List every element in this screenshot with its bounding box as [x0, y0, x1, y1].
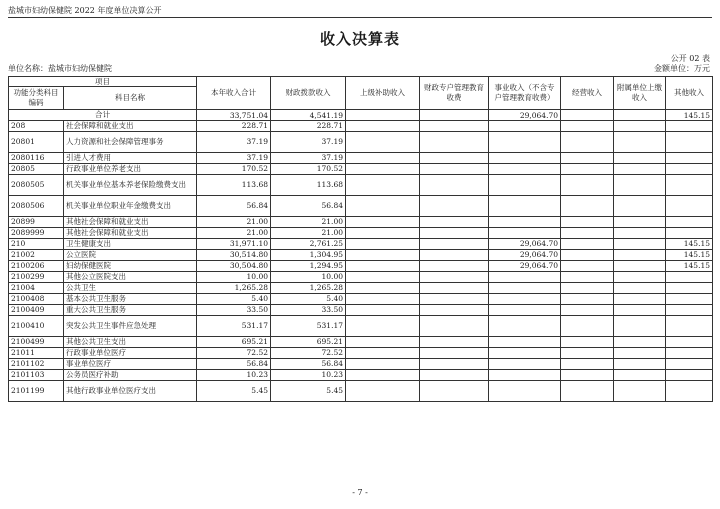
cell-other — [666, 164, 713, 175]
cell-affiliated — [614, 250, 666, 261]
table-row — [9, 196, 713, 217]
cell-superior — [346, 121, 420, 132]
cell-operating — [561, 283, 614, 294]
cell-superior — [346, 175, 420, 196]
cell-operating — [561, 348, 614, 359]
cell-other — [666, 175, 713, 196]
cell-total: 21.00 — [197, 228, 271, 239]
cell-other: 145.15 — [666, 239, 713, 250]
cell-operating — [561, 250, 614, 261]
cell-superior — [346, 261, 420, 272]
cell-special — [420, 348, 489, 359]
cell-operating — [561, 316, 614, 337]
cell-other — [666, 294, 713, 305]
total-cell-affiliated — [614, 110, 666, 121]
cell-affiliated — [614, 164, 666, 175]
header-special: 财政专户管理教育收费 — [420, 77, 489, 110]
cell-superior — [346, 348, 420, 359]
cell-superior — [346, 228, 420, 239]
cell-operating — [561, 228, 614, 239]
cell-business — [489, 217, 561, 228]
header-business: 事业收入（不含专户管理教育收费） — [489, 77, 561, 110]
cell-total: 21.00 — [197, 217, 271, 228]
cell-affiliated — [614, 370, 666, 381]
table-row — [9, 153, 713, 164]
cell-special — [420, 316, 489, 337]
cell-total: 37.19 — [197, 132, 271, 153]
table-row — [9, 272, 713, 283]
cell-affiliated — [614, 228, 666, 239]
cell-total: 56.84 — [197, 359, 271, 370]
cell-special — [420, 132, 489, 153]
cell-affiliated — [614, 359, 666, 370]
cell-total: 33.50 — [197, 305, 271, 316]
cell-other — [666, 132, 713, 153]
table-row — [9, 294, 713, 305]
header-fiscal: 财政拨款收入 — [271, 77, 346, 110]
row-name: 妇幼保健医院 — [64, 261, 197, 272]
cell-business — [489, 153, 561, 164]
cell-operating — [561, 217, 614, 228]
header-name: 科目名称 — [64, 87, 197, 110]
cell-business — [489, 272, 561, 283]
cell-total: 72.52 — [197, 348, 271, 359]
page-title: 收入决算表 — [319, 30, 400, 48]
row-name: 其他社会保障和就业支出 — [64, 217, 197, 228]
cell-special — [420, 381, 489, 402]
cell-other — [666, 283, 713, 294]
row-code: 20899 — [9, 217, 64, 228]
row-name: 机关事业单位基本养老保险缴费支出 — [64, 175, 197, 196]
cell-fiscal: 10.00 — [271, 272, 346, 283]
row-code: 208 — [9, 121, 64, 132]
cell-special — [420, 153, 489, 164]
cell-total: 5.40 — [197, 294, 271, 305]
table-row — [9, 132, 713, 153]
cell-fiscal: 1,304.95 — [271, 250, 346, 261]
cell-operating — [561, 261, 614, 272]
cell-operating — [561, 305, 614, 316]
row-code: 2100409 — [9, 305, 64, 316]
total-label: 合计 — [9, 110, 197, 121]
cell-fiscal: 21.00 — [271, 228, 346, 239]
row-code: 2100408 — [9, 294, 64, 305]
row-name: 引进人才费用 — [64, 153, 197, 164]
cell-superior — [346, 316, 420, 337]
cell-business: 29,064.70 — [489, 239, 561, 250]
cell-operating — [561, 381, 614, 402]
row-code: 21004 — [9, 283, 64, 294]
cell-other — [666, 217, 713, 228]
total-cell-operating — [561, 110, 614, 121]
table-row — [9, 359, 713, 370]
row-name: 突发公共卫生事件应急处理 — [64, 316, 197, 337]
cell-affiliated — [614, 348, 666, 359]
cell-affiliated — [614, 316, 666, 337]
cell-operating — [561, 294, 614, 305]
row-name: 社会保障和就业支出 — [64, 121, 197, 132]
cell-affiliated — [614, 153, 666, 164]
row-name: 其他公共卫生支出 — [64, 337, 197, 348]
cell-total: 1,265.28 — [197, 283, 271, 294]
cell-fiscal: 113.68 — [271, 175, 346, 196]
cell-total: 30,514.80 — [197, 250, 271, 261]
cell-superior — [346, 370, 420, 381]
cell-other — [666, 359, 713, 370]
row-code: 2100410 — [9, 316, 64, 337]
cell-superior — [346, 164, 420, 175]
table-row — [9, 228, 713, 239]
row-name: 卫生健康支出 — [64, 239, 197, 250]
cell-operating — [561, 164, 614, 175]
row-name: 人力资源和社会保障管理事务 — [64, 132, 197, 153]
cell-affiliated — [614, 175, 666, 196]
row-name: 其他社会保障和就业支出 — [64, 228, 197, 239]
table-row — [9, 370, 713, 381]
row-name: 其他公立医院支出 — [64, 272, 197, 283]
table-row — [9, 164, 713, 175]
cell-superior — [346, 217, 420, 228]
row-name: 机关事业单位职业年金缴费支出 — [64, 196, 197, 217]
row-code: 21002 — [9, 250, 64, 261]
cell-business — [489, 283, 561, 294]
cell-operating — [561, 132, 614, 153]
cell-other — [666, 272, 713, 283]
cell-affiliated — [614, 132, 666, 153]
row-code: 2101199 — [9, 381, 64, 402]
table-row — [9, 283, 713, 294]
table-row — [9, 261, 713, 272]
cell-operating — [561, 175, 614, 196]
cell-other — [666, 348, 713, 359]
cell-other — [666, 316, 713, 337]
cell-fiscal: 10.23 — [271, 370, 346, 381]
cell-fiscal: 21.00 — [271, 217, 346, 228]
cell-special — [420, 272, 489, 283]
cell-total: 31,971.10 — [197, 239, 271, 250]
cell-other — [666, 121, 713, 132]
cell-special — [420, 217, 489, 228]
cell-superior — [346, 132, 420, 153]
total-cell-total: 33,751.04 — [197, 110, 271, 121]
cell-business — [489, 196, 561, 217]
cell-fiscal: 72.52 — [271, 348, 346, 359]
cell-business: 29,064.70 — [489, 250, 561, 261]
cell-total: 531.17 — [197, 316, 271, 337]
cell-superior — [346, 153, 420, 164]
cell-other — [666, 153, 713, 164]
cell-business — [489, 359, 561, 370]
table-row — [9, 337, 713, 348]
cell-operating — [561, 337, 614, 348]
income-table — [8, 76, 713, 402]
table-row — [9, 316, 713, 337]
row-code: 20801 — [9, 132, 64, 153]
cell-business: 29,064.70 — [489, 261, 561, 272]
cell-business — [489, 228, 561, 239]
row-code: 20805 — [9, 164, 64, 175]
row-code: 2080116 — [9, 153, 64, 164]
header-total: 本年收入合计 — [197, 77, 271, 110]
cell-superior — [346, 337, 420, 348]
cell-operating — [561, 121, 614, 132]
cell-business — [489, 348, 561, 359]
unit-name: 单位名称：盐城市妇幼保健院 — [8, 64, 112, 73]
cell-superior — [346, 359, 420, 370]
cell-business — [489, 132, 561, 153]
page-number: - 7 - — [352, 488, 368, 497]
cell-total: 30,504.80 — [197, 261, 271, 272]
header-operating: 经营收入 — [561, 77, 614, 110]
cell-superior — [346, 381, 420, 402]
cell-fiscal: 1,294.95 — [271, 261, 346, 272]
table-row — [9, 381, 713, 402]
cell-superior — [346, 272, 420, 283]
table-row — [9, 348, 713, 359]
cell-special — [420, 239, 489, 250]
cell-business — [489, 370, 561, 381]
total-cell-special — [420, 110, 489, 121]
total-cell-fiscal: 4,541.19 — [271, 110, 346, 121]
cell-affiliated — [614, 196, 666, 217]
header-affiliated: 附属单位上缴收入 — [614, 77, 666, 110]
cell-operating — [561, 239, 614, 250]
cell-other: 145.15 — [666, 261, 713, 272]
cell-affiliated — [614, 337, 666, 348]
table-row — [9, 217, 713, 228]
cell-special — [420, 359, 489, 370]
cell-business — [489, 337, 561, 348]
row-name: 事业单位医疗 — [64, 359, 197, 370]
cell-special — [420, 250, 489, 261]
cell-special — [420, 370, 489, 381]
cell-special — [420, 228, 489, 239]
cell-affiliated — [614, 294, 666, 305]
cell-other — [666, 305, 713, 316]
row-name: 重大公共卫生服务 — [64, 305, 197, 316]
cell-fiscal: 5.40 — [271, 294, 346, 305]
cell-total: 5.45 — [197, 381, 271, 402]
cell-special — [420, 294, 489, 305]
amount-unit: 金额单位：万元 — [654, 64, 710, 73]
cell-superior — [346, 250, 420, 261]
cell-fiscal: 1,265.28 — [271, 283, 346, 294]
cell-operating — [561, 359, 614, 370]
cell-other — [666, 370, 713, 381]
cell-fiscal: 56.84 — [271, 196, 346, 217]
cell-fiscal: 5.45 — [271, 381, 346, 402]
row-code: 21011 — [9, 348, 64, 359]
total-cell-other: 145.15 — [666, 110, 713, 121]
cell-fiscal: 56.84 — [271, 359, 346, 370]
table-row — [9, 175, 713, 196]
cell-special — [420, 337, 489, 348]
cell-special — [420, 283, 489, 294]
header-code: 功能分类科目编码 — [9, 87, 64, 110]
row-name: 行政事业单位养老支出 — [64, 164, 197, 175]
row-name: 公务员医疗补助 — [64, 370, 197, 381]
row-code: 2101103 — [9, 370, 64, 381]
cell-total: 113.68 — [197, 175, 271, 196]
cell-total: 37.19 — [197, 153, 271, 164]
table-row — [9, 250, 713, 261]
header-superior: 上级补助收入 — [346, 77, 420, 110]
row-name: 行政事业单位医疗 — [64, 348, 197, 359]
cell-other: 145.15 — [666, 250, 713, 261]
cell-superior — [346, 305, 420, 316]
row-code: 2100299 — [9, 272, 64, 283]
header-project: 项目 — [9, 77, 197, 87]
row-name: 公立医院 — [64, 250, 197, 261]
cell-business — [489, 164, 561, 175]
table-row — [9, 305, 713, 316]
cell-business — [489, 381, 561, 402]
cell-operating — [561, 153, 614, 164]
cell-special — [420, 121, 489, 132]
row-code: 210 — [9, 239, 64, 250]
total-row — [9, 110, 713, 121]
cell-operating — [561, 370, 614, 381]
cell-total: 56.84 — [197, 196, 271, 217]
row-code: 2101102 — [9, 359, 64, 370]
cell-affiliated — [614, 305, 666, 316]
cell-total: 170.52 — [197, 164, 271, 175]
cell-special — [420, 305, 489, 316]
cell-fiscal: 2,761.25 — [271, 239, 346, 250]
row-code: 2100206 — [9, 261, 64, 272]
row-code: 2089999 — [9, 228, 64, 239]
row-name: 公共卫生 — [64, 283, 197, 294]
row-name: 基本公共卫生服务 — [64, 294, 197, 305]
header-divider — [8, 17, 712, 18]
cell-other — [666, 381, 713, 402]
cell-superior — [346, 283, 420, 294]
cell-business — [489, 175, 561, 196]
cell-affiliated — [614, 381, 666, 402]
cell-superior — [346, 196, 420, 217]
cell-other — [666, 196, 713, 217]
row-code: 2080506 — [9, 196, 64, 217]
cell-operating — [561, 272, 614, 283]
cell-affiliated — [614, 217, 666, 228]
table-row — [9, 121, 713, 132]
cell-special — [420, 175, 489, 196]
cell-affiliated — [614, 121, 666, 132]
cell-fiscal: 33.50 — [271, 305, 346, 316]
cell-affiliated — [614, 239, 666, 250]
row-name: 其他行政事业单位医疗支出 — [64, 381, 197, 402]
report-code: 公开 02 表 — [670, 54, 710, 63]
cell-business — [489, 316, 561, 337]
cell-operating — [561, 196, 614, 217]
row-code: 2080505 — [9, 175, 64, 196]
cell-special — [420, 261, 489, 272]
row-code: 2100499 — [9, 337, 64, 348]
cell-total: 10.00 — [197, 272, 271, 283]
cell-fiscal: 37.19 — [271, 132, 346, 153]
document-header: 盐城市妇幼保健院 2022 年度单位决算公开 — [8, 6, 162, 15]
cell-fiscal: 228.71 — [271, 121, 346, 132]
cell-fiscal: 531.17 — [271, 316, 346, 337]
cell-superior — [346, 239, 420, 250]
total-cell-business: 29,064.70 — [489, 110, 561, 121]
table-row — [9, 239, 713, 250]
cell-total: 10.23 — [197, 370, 271, 381]
cell-affiliated — [614, 261, 666, 272]
cell-business — [489, 294, 561, 305]
total-cell-superior — [346, 110, 420, 121]
cell-special — [420, 164, 489, 175]
cell-fiscal: 37.19 — [271, 153, 346, 164]
cell-affiliated — [614, 272, 666, 283]
cell-fiscal: 695.21 — [271, 337, 346, 348]
cell-business — [489, 305, 561, 316]
header-other: 其他收入 — [666, 77, 713, 110]
cell-business — [489, 121, 561, 132]
cell-special — [420, 196, 489, 217]
cell-other — [666, 337, 713, 348]
cell-total: 695.21 — [197, 337, 271, 348]
cell-total: 228.71 — [197, 121, 271, 132]
cell-superior — [346, 294, 420, 305]
cell-other — [666, 228, 713, 239]
cell-fiscal: 170.52 — [271, 164, 346, 175]
cell-affiliated — [614, 283, 666, 294]
